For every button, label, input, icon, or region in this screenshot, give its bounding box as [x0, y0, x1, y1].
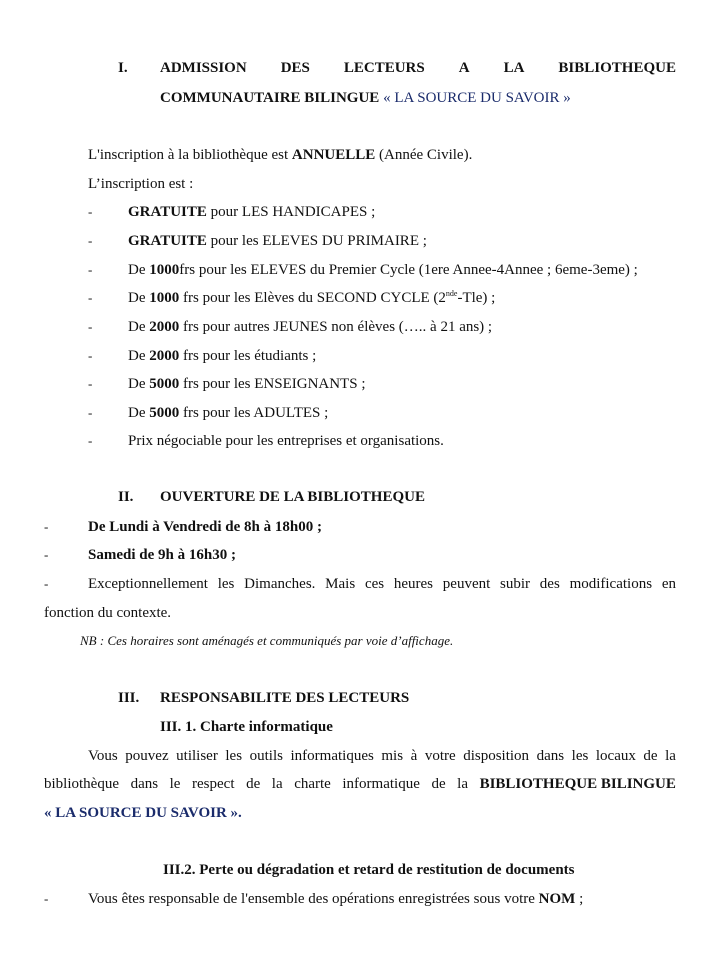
item-text: frs pour les Elèves du SECOND CYCLE (2 — [179, 290, 446, 306]
item-bold: 5000 — [149, 405, 180, 421]
item-sup: nde — [445, 289, 458, 298]
item-text: Prix négociable pour les entreprises et organisations. — [128, 433, 444, 449]
word: votre — [424, 748, 456, 764]
hours-sunday — [88, 574, 676, 594]
list-item — [128, 260, 638, 280]
hours-weekdays: De Lundi à Vendredi de 8h à 18h00 ; — [88, 519, 322, 535]
word: LECTEURS — [343, 60, 425, 76]
dash: - — [44, 547, 49, 562]
word: les — [217, 576, 235, 592]
item-post: -Tle) ; — [457, 290, 496, 306]
paragraph-line — [44, 774, 676, 794]
word: Exceptionnellement — [88, 576, 208, 592]
word: les — [571, 748, 589, 764]
subsection-title: III. 1. Charte informatique — [160, 719, 333, 735]
word: pouvez — [125, 748, 169, 764]
item-text: pour les ELEVES DU PRIMAIRE ; — [206, 233, 427, 249]
item-pre: De — [128, 376, 150, 392]
item-bold: 5000 — [149, 376, 180, 392]
list-dash: - — [88, 262, 93, 277]
intro-c: (Année Civile). — [375, 147, 473, 163]
list-dash: - — [88, 348, 93, 363]
item-pre: De — [128, 319, 150, 335]
intro-text-2: L’inscription est : — [88, 176, 194, 192]
subsection-title: III.2. Perte ou dégradation et retard de restitution de documents — [163, 862, 575, 878]
word: Vous — [88, 748, 118, 764]
word: à — [410, 748, 418, 764]
resp-c: ; — [575, 891, 584, 907]
word: outils — [249, 748, 283, 764]
list-dash: - — [88, 405, 93, 420]
list-item — [128, 317, 492, 337]
word: utiliser — [176, 748, 218, 764]
word: le — [169, 776, 181, 792]
word: charte — [294, 776, 331, 792]
hours-saturday: Samedi de 9h à 16h30 ; — [88, 547, 236, 563]
list-dash: - — [88, 290, 93, 305]
paragraph-line — [88, 746, 676, 766]
word: BIBLIOTHEQUE — [558, 60, 676, 76]
list-dash: - — [88, 204, 93, 219]
word: disposition — [463, 748, 530, 764]
word: informatiques — [290, 748, 374, 764]
word: dans — [536, 748, 565, 764]
item-text: frs pour autres JEUNES non élèves (….. à 21 ans) ; — [179, 319, 493, 335]
section-number: II. — [118, 489, 134, 505]
list-item — [128, 403, 328, 423]
word: ADMISSION — [160, 60, 247, 76]
item-pre: De — [128, 290, 150, 306]
word: mis — [381, 748, 404, 764]
title-blue: « LA SOURCE DU SAVOIR » — [383, 90, 571, 106]
item-bold: GRATUITE — [128, 204, 207, 220]
word: des — [539, 576, 560, 592]
list-dash: - — [88, 433, 93, 448]
word: bibliothèque — [44, 776, 119, 792]
item-pre: De — [128, 262, 150, 278]
section-number: I. — [118, 60, 128, 76]
list-dash: - — [88, 376, 93, 391]
section-title: OUVERTURE DE LA BIBLIOTHEQUE — [160, 489, 425, 505]
word: de — [246, 776, 261, 792]
item-pre: De — [128, 348, 150, 364]
word: modifications — [569, 576, 653, 592]
hours-sunday-cont: fonction du contexte. — [44, 605, 172, 621]
dash: - — [44, 576, 49, 591]
nb-note: NB : Ces horaires sont aménagés et communiqués par voie d’affichage. — [80, 633, 454, 648]
list-item — [128, 374, 365, 394]
word: heures — [393, 576, 434, 592]
list-dash: - — [88, 319, 93, 334]
word: locaux — [595, 748, 636, 764]
section-title-line2 — [160, 88, 571, 108]
word: dans — [130, 776, 159, 792]
word: peuvent — [442, 576, 491, 592]
list-item — [128, 288, 495, 308]
word: en — [661, 576, 676, 592]
item-text: frs pour les étudiants ; — [179, 348, 317, 364]
item-bold: GRATUITE — [128, 233, 207, 249]
intro-a: L'inscription à la bibliothèque est — [88, 147, 292, 163]
dash: - — [44, 891, 49, 906]
resp-b: NOM — [538, 891, 576, 907]
word: la — [665, 748, 676, 764]
paragraph-line-blue: « LA SOURCE DU SAVOIR ». — [44, 805, 242, 821]
list-item — [128, 431, 444, 451]
word: informatique — [342, 776, 420, 792]
item-bold: 2000 — [149, 319, 180, 335]
item-bold: 1000 — [149, 290, 180, 306]
dash: - — [44, 519, 49, 534]
word: de — [431, 776, 446, 792]
section-number: III. — [118, 690, 140, 706]
word: LA — [503, 60, 525, 76]
word: ces — [364, 576, 385, 592]
list-item — [128, 231, 427, 251]
intro-text — [88, 145, 472, 165]
list-item — [128, 346, 316, 366]
title-bold: COMMUNAUTAIRE BILINGUE — [160, 90, 380, 106]
item-text: frs pour les ENSEIGNANTS ; — [179, 376, 366, 392]
responsibility-line — [88, 889, 583, 909]
item-bold: 1000 — [149, 262, 180, 278]
item-text: frs pour les ELEVES du Premier Cycle (1ere Annee-4Annee ; 6eme-3eme) ; — [179, 262, 638, 278]
section-title: RESPONSABILITE DES LECTEURS — [160, 690, 410, 706]
resp-a: Vous êtes responsable de l'ensemble des opérations enregistrées sous votre — [88, 891, 539, 907]
word: DES — [280, 60, 310, 76]
word: respect — [192, 776, 235, 792]
item-text: frs pour les ADULTES ; — [179, 405, 329, 421]
word: les — [225, 748, 243, 764]
word: Dimanches. — [244, 576, 316, 592]
word: la — [271, 776, 283, 792]
intro-b: ANNUELLE — [291, 147, 376, 163]
item-pre: De — [128, 405, 150, 421]
list-item — [128, 202, 375, 222]
word: la — [457, 776, 468, 792]
word: A — [458, 60, 470, 76]
section-title — [160, 58, 676, 78]
bold-text: BIBLIOTHEQUE BILINGUE — [479, 776, 676, 792]
word: subir — [500, 576, 531, 592]
item-text: pour LES HANDICAPES ; — [206, 204, 376, 220]
list-dash: - — [88, 233, 93, 248]
item-bold: 2000 — [149, 348, 180, 364]
word: Mais — [325, 576, 356, 592]
word: de — [643, 748, 658, 764]
